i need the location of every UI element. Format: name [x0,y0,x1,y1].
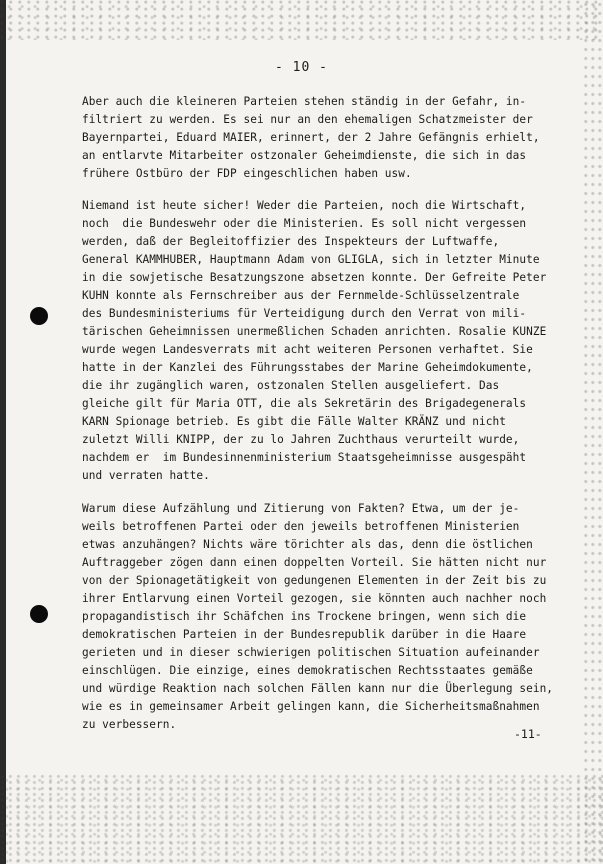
text-line: von der Spionagetätigkeit von gedungenen Elementen in der Zeit bis zu [82,574,547,587]
paragraph-3 [82,500,567,734]
text-line: ihrer Entlarvung einen Vorteil gezogen, sie könnten auch nachher noch [82,592,547,605]
text-line: einschlügen. Die einzige, eines demokratischen Rechtsstaates gemäße [82,664,533,677]
text-line: frühere Ostbüro der FDP eingeschlichen haben usw. [82,167,412,180]
paragraph-1 [82,93,567,183]
text-line: weils betroffenen Partei oder den jeweils betroffenen Ministerien [82,520,520,533]
text-line: KUHN konnte als Fernschreiber aus der Fernmelde-Schlüsselzentrale [82,289,520,302]
text-line: Bayernpartei, Eduard MAIER, erinnert, der 2 Jahre Gefängnis erhielt, [82,131,540,144]
text-line: Warum diese Aufzählung und Zitierung von Fakten? Etwa, um der je- [82,502,520,515]
text-line: etwas anzuhängen? Nichts wäre törichter als das, denn die östlichen [82,538,533,551]
page-number: - 10 - [275,60,328,75]
text-line: wurde wegen Landesverrats mit acht weiteren Personen verhaftet. Sie [82,343,533,356]
body-text [82,93,567,734]
paragraph-2 [82,197,567,485]
text-line: Niemand ist heute sicher! Weder die Parteien, noch die Wirtschaft, [82,199,527,212]
text-line: werden, daß der Begleitoffizier des Inspekteurs der Luftwaffe, [82,235,500,248]
text-line: gerieten und in dieser schwierigen politischen Situation aufeinander [82,646,540,659]
scan-noise-right [583,0,603,864]
text-line: zu verbessern. [82,718,177,731]
punch-hole [30,307,48,325]
text-line: nachdem er im Bundesinnenministerium Staatsgeheimnisse ausgespäht [82,451,527,464]
text-line: noch die Bundeswehr oder die Ministerien. Es soll nicht vergessen [82,217,527,230]
scan-edge [0,0,6,864]
text-line: und verraten hatte. [82,469,210,482]
text-line: an entlarvte Mitarbeiter ostzonaler Geheimdienste, die sich in das [82,149,527,162]
text-line: des Bundesministeriums für Verteidigung durch den Verrat von mili- [82,307,527,320]
text-line: KARN Spionage betrieb. Es gibt die Fälle Walter KRÄNZ und nicht [82,415,506,428]
text-line: propagandistisch ihr Schäfchen ins Trockene bringen, wenn sich die [82,610,527,623]
text-line: demokratischen Parteien in der Bundesrepublik darüber in die Haare [82,628,527,641]
text-line: wie es in gemeinsamer Arbeit gelingen kann, die Sicherheitsmaßnahmen [82,700,540,713]
text-line: General KAMMHUBER, Hauptmann Adam von GLIGLA, sich in letzter Minute [82,253,540,266]
text-line: hatte in der Kanzlei des Führungsstabes der Marine Geheimdokumente, [82,361,533,374]
text-line: und würdige Reaktion nach solchen Fällen kann nur die Überlegung sein, [82,682,554,695]
next-page-marker: -11- [514,727,542,741]
text-line: Auftraggeber zögen dann einen doppelten Vorteil. Sie hätten nicht nur [82,556,547,569]
scan-noise-bottom [0,774,603,864]
scan-noise-top [0,0,603,40]
text-line: in die sowjetische Besatzungszone absetzen konnte. Der Gefreite Peter [82,271,547,284]
punch-hole [30,605,48,623]
text-line: zuletzt Willi KNIPP, der zu lo Jahren Zuchthaus verurteilt wurde, [82,433,520,446]
text-line: gleiche gilt für Maria OTT, die als Sekretärin des Brigadegenerals [82,397,527,410]
text-line: die ihr zugänglich waren, ostzonalen Stellen ausgeliefert. Das [82,379,500,392]
text-line: tärischen Geheimnissen unermeßlichen Schaden anrichten. Rosalie KUNZE [82,325,547,338]
text-line: filtriert zu werden. Es sei nur an den ehemaligen Schatzmeister der [82,113,533,126]
text-line: Aber auch die kleineren Parteien stehen ständig in der Gefahr, in- [82,95,527,108]
